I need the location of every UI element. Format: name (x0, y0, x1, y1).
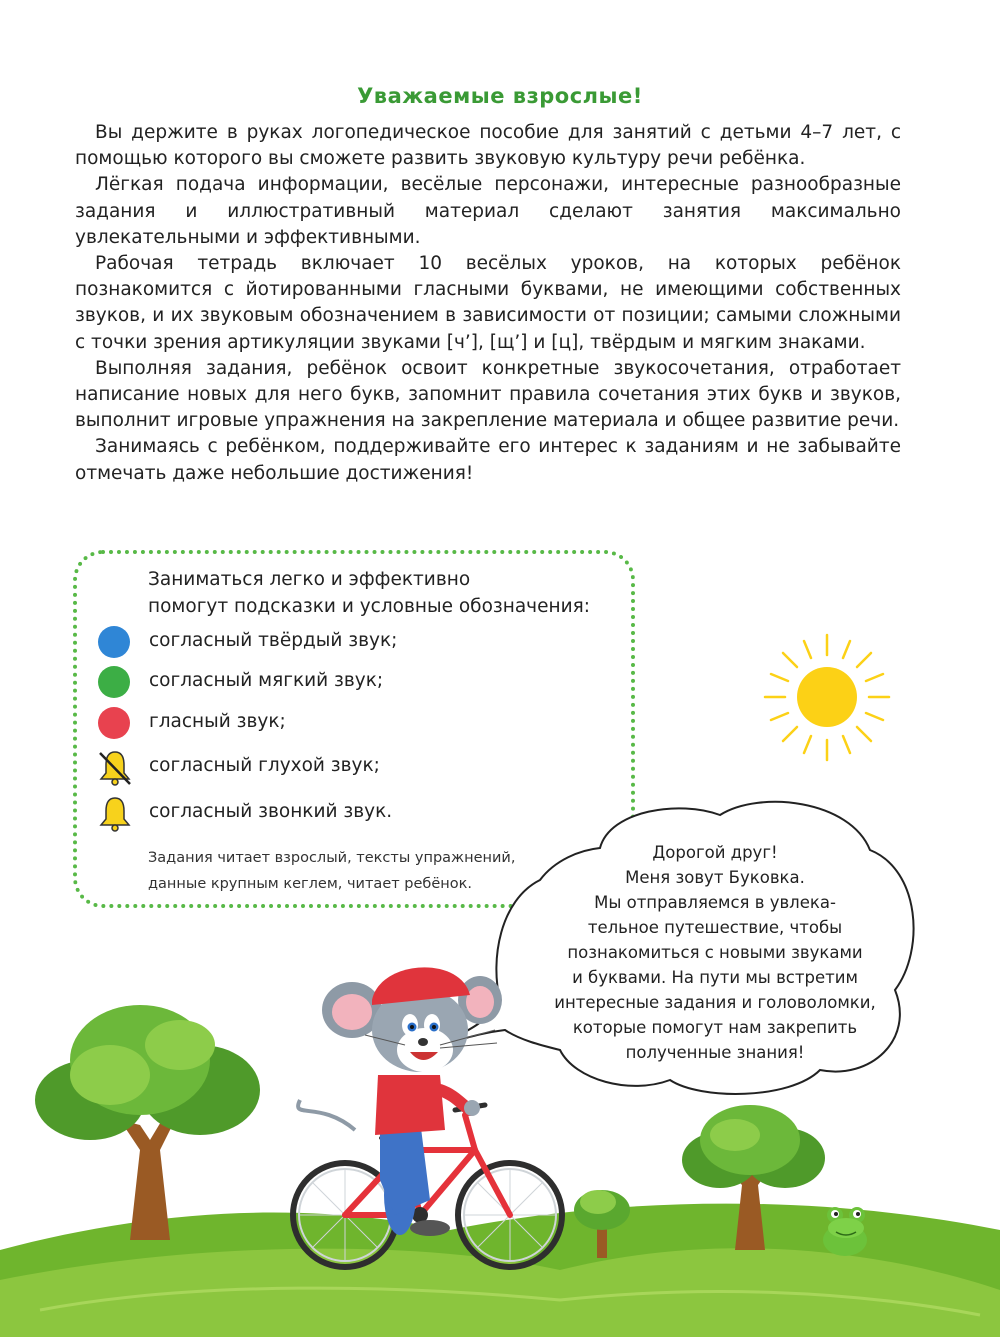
intro-paragraph: Рабочая тетрадь включает 10 весёлых уроков, на которых ребёнок познакомится с йотированными гласными буквами, не имеющими собственных звуков, и их звуковым обозначением в зависимости от позиции; самыми сложными с точки зрения артикуляции звуками [ч’], [щ’] и [ц], твёрдым и мягким знаками. (75, 253, 901, 353)
bubble-line: интересные задания и головоломки, (554, 993, 876, 1012)
legend-item-label: гласный звук; (149, 711, 286, 732)
legend-item-label: согласный мягкий звук; (149, 670, 384, 691)
sun-icon (765, 635, 889, 760)
bubble-line: и буквами. На пути мы встретим (572, 968, 858, 987)
legend-intro-line: помогут подсказки и условные обозначения: (148, 596, 590, 617)
bubble-line: которые помогут нам закрепить (572, 1018, 858, 1037)
legend-item-label: согласный звонкий звук. (149, 801, 393, 822)
bubble-line: полученные знания! (625, 1043, 805, 1062)
intro-paragraph: Лёгкая подача информации, весёлые персонажи, интересные разнообразные задания и иллюстративный материал сделают занятия максимально увлекательными и эффективными. (75, 174, 901, 248)
tree (35, 1005, 260, 1240)
bubble-line: познакомиться с новыми звуками (567, 943, 863, 962)
bubble-line: Мы отправляемся в увлека- (594, 893, 836, 912)
intro-paragraph: Занимаясь с ребёнком, поддерживайте его интерес к заданиям и не забывайте отмечать даже небольшие достижения! (75, 436, 901, 484)
legend-note-line: Задания читает взрослый, тексты упражнений, (148, 850, 516, 866)
speech-bubble-text (520, 840, 910, 1065)
legend-item-label: согласный твёрдый звук; (149, 630, 398, 651)
front-hill (0, 1248, 1000, 1337)
bubble-line: Меня зовут Буковка. (625, 868, 805, 887)
bubble-line: Дорогой друг! (652, 843, 778, 862)
intro-paragraph: Вы держите в руках логопедическое пособие для занятий с детьми 4–7 лет, с помощью которого вы сможете развить звуковую культуру речи ребёнка. (75, 122, 901, 170)
page-title: Уважаемые взрослые! (357, 84, 643, 108)
mouse-character (298, 967, 502, 1236)
legend-note-line: данные крупным кеглем, читает ребёнок. (148, 876, 472, 892)
legend-intro-line: Заниматься легко и эффективно (148, 569, 471, 590)
bubble-line: тельное путешествие, чтобы (587, 918, 843, 937)
intro-paragraph: Выполняя задания, ребёнок освоит конкретные звукосочетания, отработает написание новых для него букв, запомнит правила сочетания этих букв и звуков, выполнит игровые упражнения на закрепление материала и общее развитие речи. (75, 357, 901, 432)
legend-item-label: согласный глухой звук; (149, 755, 380, 776)
